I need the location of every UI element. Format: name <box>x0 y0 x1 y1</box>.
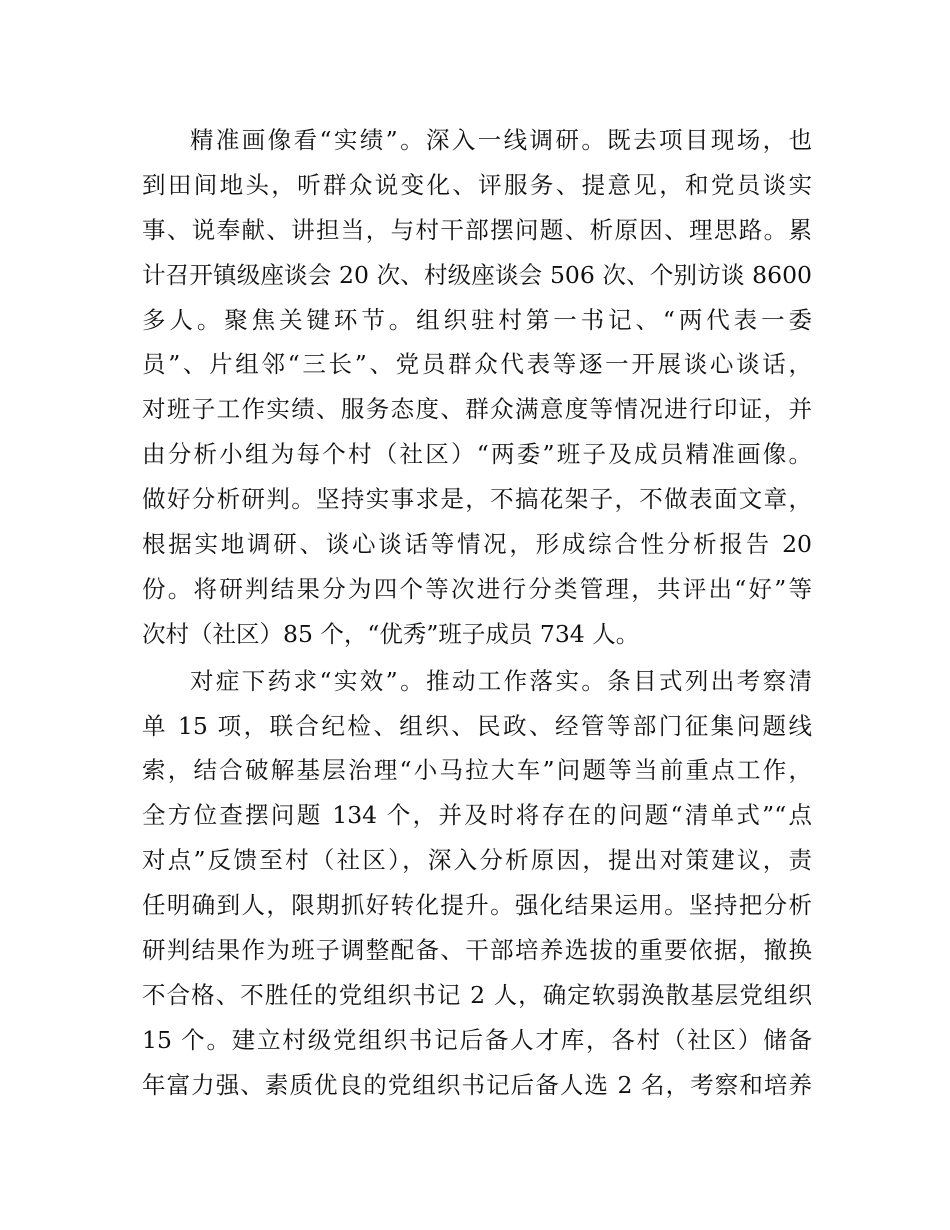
text-line: 事、说奉献、讲担当，与村干部摆问题、析原因、理思路。累 <box>142 215 812 244</box>
text-line: 索，结合破解基层治理“小马拉大车”问题等当前重点工作， <box>142 756 812 785</box>
paragraph-shixiao <box>142 659 812 1108</box>
text-line: 对班子工作实绩、服务态度、群众满意度等情况进行印证，并 <box>142 395 812 424</box>
text-line: 对症下药求“实效”。推动工作落实。条目式列出考察清 <box>190 666 812 695</box>
paragraph-shijì <box>142 118 812 657</box>
text-line: 多人。聚焦关键环节。组织驻村第一书记、“两代表一委 <box>142 305 812 334</box>
text-line: 计召开镇级座谈会 20 次、村级座谈会 506 次、个别访谈 8600 <box>142 260 812 289</box>
text-line: 由分析小组为每个村（社区）“两委”班子及成员精准画像。 <box>142 440 812 469</box>
text-line: 对点”反馈至村（社区），深入分析原因，提出对策建议，责 <box>142 846 812 875</box>
text-line: 根据实地调研、谈心谈话等情况，形成综合性分析报告 20 <box>142 530 812 559</box>
text-line: 任明确到人，限期抓好转化提升。强化结果运用。坚持把分析 <box>142 891 812 920</box>
text-line: 份。将研判结果分为四个等次进行分类管理，共评出“好”等 <box>142 574 812 603</box>
text-line: 年富力强、素质优良的党组织书记后备人选 2 名，考察和培养 <box>142 1070 812 1099</box>
text-line: 做好分析研判。坚持实事求是，不搞花架子，不做表面文章， <box>142 485 812 514</box>
text-line: 全方位查摆问题 134 个，并及时将存在的问题“清单式”“点 <box>142 801 812 830</box>
text-line: 15 个。建立村级党组织书记后备人才库，各村（社区）储备 <box>142 1025 812 1054</box>
text-line: 研判结果作为班子调整配备、干部培养选拔的重要依据，撤换 <box>142 936 812 965</box>
text-line: 次村（社区）85 个，“优秀”班子成员 734 人。 <box>142 619 640 648</box>
document-body <box>142 118 812 1108</box>
text-line: 到田间地头，听群众说变化、评服务、提意见，和党员谈实 <box>142 170 812 199</box>
text-line: 不合格、不胜任的党组织书记 2 人，确定软弱涣散基层党组织 <box>142 980 812 1009</box>
text-line: 精准画像看“实绩”。深入一线调研。既去项目现场，也 <box>190 126 812 154</box>
text-line: 员”、片组邻“三长”、党员群众代表等逐一开展谈心谈话， <box>142 350 812 379</box>
text-line: 单 15 项，联合纪检、组织、民政、经管等部门征集问题线 <box>142 711 812 740</box>
